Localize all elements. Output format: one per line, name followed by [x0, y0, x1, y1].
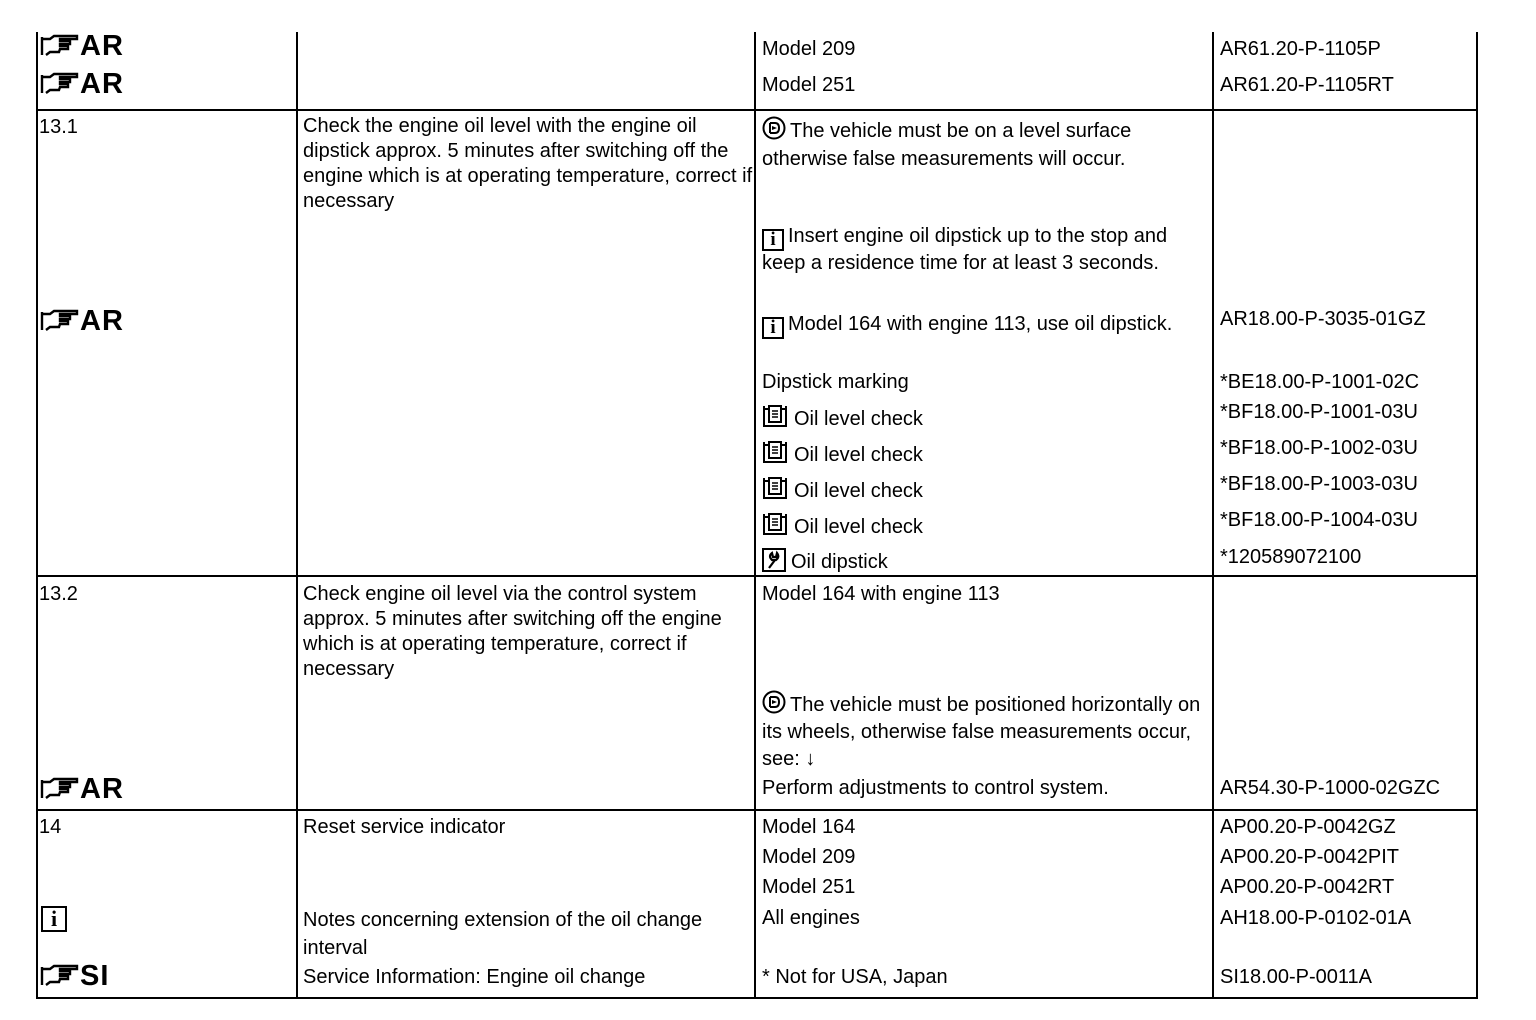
oil-level-check-label: Oil level check — [794, 516, 923, 538]
model-text: Model 164 with engine 113 — [762, 583, 1000, 605]
info-note-text: Insert engine oil dipstick up to the stop and keep a residence time for at least 3 seconds. — [762, 225, 1168, 274]
document-icon — [762, 440, 788, 464]
pointing-hand-icon — [40, 33, 80, 59]
reference-code: AR — [80, 68, 124, 100]
table-border-right — [1476, 32, 1478, 999]
document-icon — [762, 512, 788, 536]
document-link[interactable]: AR61.20-P-1105P — [1220, 38, 1381, 60]
ar-reference[interactable] — [40, 306, 124, 336]
warning-text: The vehicle must be positioned horizontally on its wheels, otherwise false measurements occur, see: ↓ — [762, 694, 1201, 770]
document-link[interactable]: AP00.20-P-0042GZ — [1220, 816, 1396, 838]
oil-level-check-label: Oil level check — [794, 480, 923, 502]
document-link[interactable]: SI18.00-P-0011A — [1220, 966, 1372, 988]
info-note — [762, 224, 1202, 276]
document-icon — [762, 404, 788, 428]
document-icon — [762, 476, 788, 500]
dipstick-marking-label: Dipstick marking — [762, 371, 909, 393]
row-divider-1 — [36, 109, 1478, 111]
warning-note — [762, 690, 1202, 773]
info-note — [762, 311, 1202, 339]
warning-icon — [762, 690, 786, 714]
model-text: Model 209 — [762, 846, 856, 868]
row-divider-3 — [36, 809, 1478, 811]
ar-reference[interactable] — [40, 774, 124, 804]
operation-text: Reset service indicator — [303, 816, 506, 838]
document-link[interactable]: *120589072100 — [1220, 546, 1362, 568]
column-divider-1 — [296, 32, 298, 999]
reference-code: AR — [80, 30, 124, 62]
notes-operation-text: Notes concerning extension of the oil change interval — [303, 909, 703, 959]
reference-code: SI — [80, 960, 110, 992]
column-divider-2 — [754, 32, 756, 999]
warning-text: The vehicle must be on a level surface otherwise false measurements will occur. — [762, 120, 1132, 170]
info-icon: i — [762, 229, 784, 251]
model-text: Model 251 — [762, 876, 856, 898]
document-link[interactable]: AR54.30-P-1000-02GZC — [1220, 777, 1441, 799]
pointing-hand-icon — [40, 776, 80, 802]
document-link[interactable]: *BE18.00-P-1001-02C — [1220, 371, 1420, 393]
document-link[interactable]: *BF18.00-P-1001-03U — [1220, 401, 1418, 423]
info-text: Model 251 — [762, 74, 856, 96]
table-border-bottom — [36, 997, 1478, 999]
info-icon[interactable]: i — [41, 906, 67, 932]
document-link[interactable]: AH18.00-P-0102-01A — [1220, 907, 1412, 929]
oil-level-check-label: Oil level check — [794, 408, 923, 430]
info-note-text: Model 164 with engine 113, use oil dipstick. — [788, 313, 1173, 335]
document-link[interactable]: AP00.20-P-0042PIT — [1220, 846, 1399, 868]
document-link[interactable]: *BF18.00-P-1004-03U — [1220, 509, 1418, 531]
document-link[interactable]: AR18.00-P-3035-01GZ — [1220, 308, 1426, 330]
step-number: 14 — [39, 816, 62, 838]
tool-item[interactable] — [762, 548, 888, 575]
document-link[interactable]: *BF18.00-P-1003-03U — [1220, 473, 1418, 495]
pointing-hand-icon — [40, 963, 80, 989]
oil-level-check-item[interactable] — [762, 512, 923, 540]
document-link[interactable]: AR61.20-P-1105RT — [1220, 74, 1394, 96]
warning-icon — [762, 116, 786, 140]
ar-reference[interactable] — [40, 69, 124, 99]
step-number: 13.1 — [39, 116, 78, 138]
info-text: Model 209 — [762, 38, 856, 60]
operation-text: Check engine oil level via the control system approx. 5 minutes after switching off the engine which is at operating temperature, correct if necessary — [303, 583, 722, 680]
tool-icon — [762, 548, 786, 572]
row-divider-2 — [36, 575, 1478, 577]
document-link[interactable]: *BF18.00-P-1002-03U — [1220, 437, 1418, 459]
tool-label: Oil dipstick — [791, 551, 888, 573]
oil-level-check-item[interactable] — [762, 404, 923, 432]
adjustment-text: Perform adjustments to control system. — [762, 777, 1109, 799]
si-operation-text: Service Information: Engine oil change — [303, 966, 646, 988]
model-text: Model 164 — [762, 816, 856, 838]
operation-text: Check the engine oil level with the engine oil dipstick approx. 5 minutes after switching off the engine which is at operating temperature, correct if necessary — [303, 115, 753, 212]
oil-level-check-item[interactable] — [762, 476, 923, 504]
step-number: 13.2 — [39, 583, 78, 605]
oil-level-check-item[interactable] — [762, 440, 923, 468]
si-info-text: * Not for USA, Japan — [762, 966, 948, 988]
info-icon: i — [762, 317, 784, 339]
si-reference[interactable] — [40, 961, 109, 991]
pointing-hand-icon — [40, 71, 80, 97]
reference-code: AR — [80, 773, 124, 805]
notes-info-text: All engines — [762, 907, 860, 929]
pointing-hand-icon — [40, 308, 80, 334]
oil-level-check-label: Oil level check — [794, 444, 923, 466]
reference-code: AR — [80, 305, 124, 337]
document-link[interactable]: AP00.20-P-0042RT — [1220, 876, 1395, 898]
column-divider-3 — [1212, 32, 1214, 999]
ar-reference[interactable] — [40, 31, 124, 61]
warning-note — [762, 116, 1202, 173]
table-border-left — [36, 32, 38, 999]
